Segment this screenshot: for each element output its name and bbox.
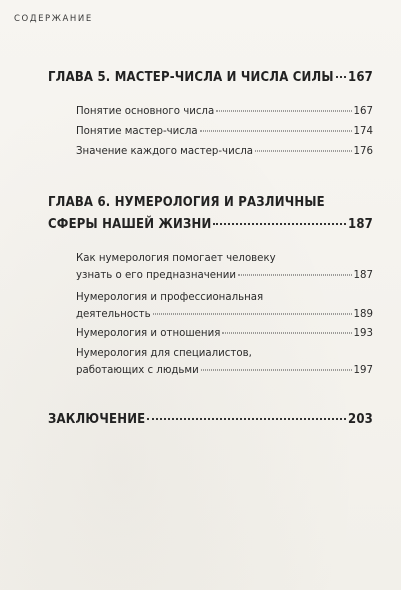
- entry-title: Понятие мастер-числа: [76, 126, 198, 137]
- toc-entry[interactable]: [76, 345, 373, 379]
- chapter-title-line-1: ГЛАВА 6. НУМЕРОЛОГИЯ И РАЗЛИЧНЫЕ: [48, 195, 325, 210]
- chapter-title-line-2: СФЕРЫ НАШЕЙ ЖИЗНИ: [48, 217, 212, 232]
- entry-page: 187: [353, 270, 373, 281]
- conclusion-title: ЗАКЛЮЧЕНИЕ: [48, 412, 146, 427]
- running-head: СОДЕРЖАНИЕ: [14, 14, 93, 24]
- dot-leader: [222, 333, 351, 334]
- entry-title: Нумерология и отношения: [76, 328, 221, 339]
- dot-leader: [200, 131, 352, 132]
- entry-page: 189: [353, 309, 373, 320]
- chapter-title: ГЛАВА 5. МАСТЕР-ЧИСЛА И ЧИСЛА СИЛЫ: [48, 70, 334, 85]
- entry-title-line-2: работающих с людьми: [76, 365, 199, 376]
- toc-entry[interactable]: [76, 325, 373, 342]
- toc-entry[interactable]: [76, 103, 373, 120]
- toc-entry[interactable]: [76, 123, 373, 140]
- entry-title-line-1: Как нумерология помогает человеку: [76, 253, 276, 264]
- toc-conclusion[interactable]: [48, 412, 373, 427]
- conclusion-page: 203: [347, 412, 373, 427]
- dot-leader: [255, 151, 351, 152]
- entry-page: 167: [353, 106, 373, 117]
- dot-leader: [153, 314, 352, 315]
- entry-title: Понятие основного числа: [76, 106, 215, 117]
- entry-page: 174: [353, 126, 373, 137]
- chapter-page: 167: [347, 70, 373, 85]
- dot-leader: [216, 111, 351, 112]
- toc-entry[interactable]: [76, 143, 373, 160]
- dot-leader: [238, 275, 352, 276]
- entry-title-line-2: узнать о его предназначении: [76, 270, 236, 281]
- entry-page: 193: [353, 328, 373, 339]
- toc-chapter-6[interactable]: [48, 192, 373, 236]
- toc-entry[interactable]: [76, 289, 373, 323]
- toc-chapter-5[interactable]: [48, 70, 373, 85]
- chapter-page: 187: [347, 217, 373, 232]
- dot-leader: [336, 76, 346, 78]
- dot-leader: [201, 370, 352, 371]
- dot-leader: [147, 418, 346, 420]
- dot-leader: [213, 223, 346, 225]
- entry-page: 176: [353, 146, 373, 157]
- entry-title: Значение каждого мастер-числа: [76, 146, 254, 157]
- entry-title-line-1: Нумерология и профессиональная: [76, 292, 264, 303]
- entry-page: 197: [353, 365, 373, 376]
- entry-title-line-2: деятельность: [76, 309, 151, 320]
- entry-title-line-1: Нумерология для специалистов,: [76, 348, 252, 359]
- toc-entry[interactable]: [76, 250, 373, 284]
